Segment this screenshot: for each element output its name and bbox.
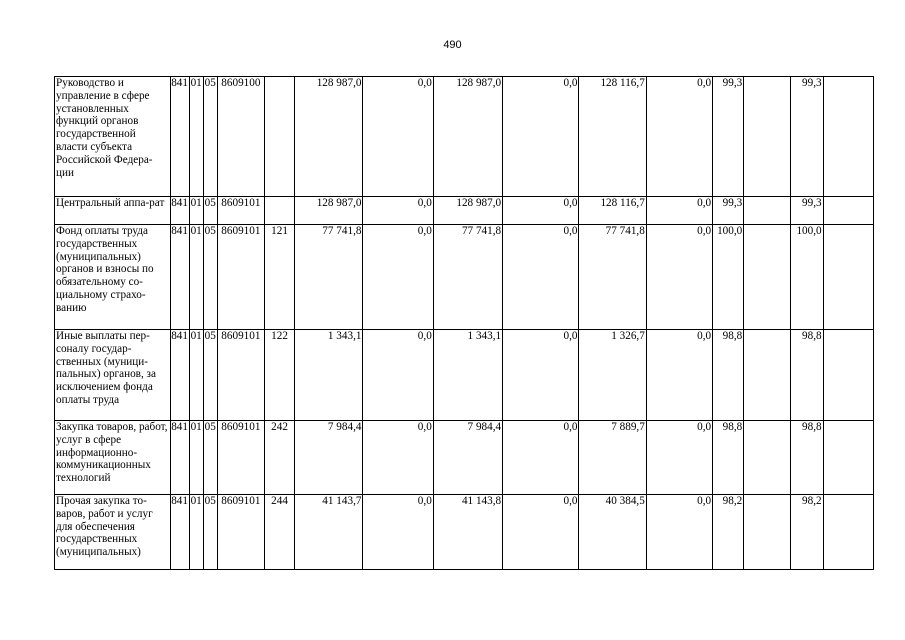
table-row <box>55 495 874 570</box>
percent-cell: 98,2 <box>713 495 744 570</box>
value-cell: 0,0 <box>503 77 579 197</box>
code-csr: 8609100 <box>217 77 264 197</box>
percent-cell: 99,3 <box>791 77 823 197</box>
row-name: Прочая закупка то-варов, работ и услуг для обеспечения государственных (муниципальных) <box>55 495 171 570</box>
code-vr: 242 <box>264 421 294 495</box>
percent-cell <box>744 197 791 225</box>
percent-cell <box>823 77 873 197</box>
percent-cell <box>744 330 791 421</box>
value-cell: 0,0 <box>503 421 579 495</box>
code-rz: 01 <box>189 197 203 225</box>
value-cell: 0,0 <box>503 495 579 570</box>
percent-cell <box>744 77 791 197</box>
value-cell: 0,0 <box>646 225 712 330</box>
code-vr: 121 <box>264 225 294 330</box>
code-ved: 841 <box>170 77 189 197</box>
percent-cell: 98,2 <box>791 495 823 570</box>
code-pr: 05 <box>203 197 217 225</box>
percent-cell <box>823 225 873 330</box>
percent-cell: 99,3 <box>713 77 744 197</box>
value-cell: 41 143,7 <box>295 495 363 570</box>
value-cell: 0,0 <box>646 197 712 225</box>
percent-cell: 100,0 <box>713 225 744 330</box>
percent-cell: 99,3 <box>791 197 823 225</box>
table-row <box>55 77 874 197</box>
page-number: 490 <box>443 39 462 51</box>
value-cell: 0,0 <box>363 495 433 570</box>
value-cell: 128 987,0 <box>433 197 502 225</box>
percent-cell: 100,0 <box>791 225 823 330</box>
table-row <box>55 197 874 225</box>
code-rz: 01 <box>189 330 203 421</box>
value-cell: 1 343,1 <box>433 330 502 421</box>
percent-cell <box>823 495 873 570</box>
value-cell: 7 984,4 <box>433 421 502 495</box>
code-csr: 8609101 <box>217 421 264 495</box>
code-pr: 05 <box>203 495 217 570</box>
code-ved: 841 <box>170 495 189 570</box>
row-name: Руководство и управление в сфере установленных функций органов государственной власти субъекта Российской Федера-ции <box>55 77 171 197</box>
value-cell: 128 987,0 <box>295 197 363 225</box>
code-pr: 05 <box>203 330 217 421</box>
code-ved: 841 <box>170 330 189 421</box>
value-cell: 128 116,7 <box>579 77 646 197</box>
value-cell: 0,0 <box>363 421 433 495</box>
code-ved: 841 <box>170 197 189 225</box>
code-ved: 841 <box>170 225 189 330</box>
value-cell: 0,0 <box>363 77 433 197</box>
percent-cell <box>823 197 873 225</box>
code-rz: 01 <box>189 495 203 570</box>
value-cell: 40 384,5 <box>579 495 646 570</box>
percent-cell <box>744 225 791 330</box>
value-cell: 0,0 <box>646 330 712 421</box>
code-rz: 01 <box>189 77 203 197</box>
code-csr: 8609101 <box>217 197 264 225</box>
percent-cell <box>744 421 791 495</box>
value-cell: 0,0 <box>363 225 433 330</box>
value-cell: 0,0 <box>503 330 579 421</box>
percent-cell: 98,8 <box>791 421 823 495</box>
code-vr <box>264 77 294 197</box>
percent-cell <box>823 330 873 421</box>
percent-cell: 98,8 <box>713 421 744 495</box>
code-pr: 05 <box>203 225 217 330</box>
row-name: Закупка товаров, работ, услуг в сфере информационно-коммуникационных технологий <box>55 421 171 495</box>
value-cell: 0,0 <box>503 197 579 225</box>
value-cell: 0,0 <box>646 495 712 570</box>
table-row <box>55 330 874 421</box>
value-cell: 77 741,8 <box>433 225 502 330</box>
value-cell: 7 889,7 <box>579 421 646 495</box>
percent-cell: 98,8 <box>791 330 823 421</box>
value-cell: 1 343,1 <box>295 330 363 421</box>
row-name: Центральный аппа-рат <box>55 197 171 225</box>
percent-cell <box>823 421 873 495</box>
value-cell: 41 143,8 <box>433 495 502 570</box>
value-cell: 0,0 <box>646 421 712 495</box>
value-cell: 128 116,7 <box>579 197 646 225</box>
percent-cell: 98,8 <box>713 330 744 421</box>
value-cell: 7 984,4 <box>295 421 363 495</box>
value-cell: 0,0 <box>363 197 433 225</box>
value-cell: 128 987,0 <box>295 77 363 197</box>
percent-cell <box>744 495 791 570</box>
table-row <box>55 421 874 495</box>
value-cell: 77 741,8 <box>295 225 363 330</box>
code-pr: 05 <box>203 421 217 495</box>
table-row <box>55 225 874 330</box>
value-cell: 0,0 <box>503 225 579 330</box>
code-vr: 244 <box>264 495 294 570</box>
code-rz: 01 <box>189 225 203 330</box>
code-rz: 01 <box>189 421 203 495</box>
code-csr: 8609101 <box>217 495 264 570</box>
code-csr: 8609101 <box>217 225 264 330</box>
row-name: Иные выплаты пер-соналу государ-ственных (муници-пальных) органов, за исключением фонда оплаты труда <box>55 330 171 421</box>
percent-cell: 99,3 <box>713 197 744 225</box>
code-pr: 05 <box>203 77 217 197</box>
value-cell: 77 741,8 <box>579 225 646 330</box>
value-cell: 0,0 <box>646 77 712 197</box>
code-csr: 8609101 <box>217 330 264 421</box>
value-cell: 128 987,0 <box>433 77 502 197</box>
value-cell: 0,0 <box>363 330 433 421</box>
budget-table <box>54 76 874 570</box>
value-cell: 1 326,7 <box>579 330 646 421</box>
row-name: Фонд оплаты труда государственных (муниципальных) органов и взносы по обязательному со-циальному страхо-ванию <box>55 225 171 330</box>
code-ved: 841 <box>170 421 189 495</box>
code-vr: 122 <box>264 330 294 421</box>
code-vr <box>264 197 294 225</box>
